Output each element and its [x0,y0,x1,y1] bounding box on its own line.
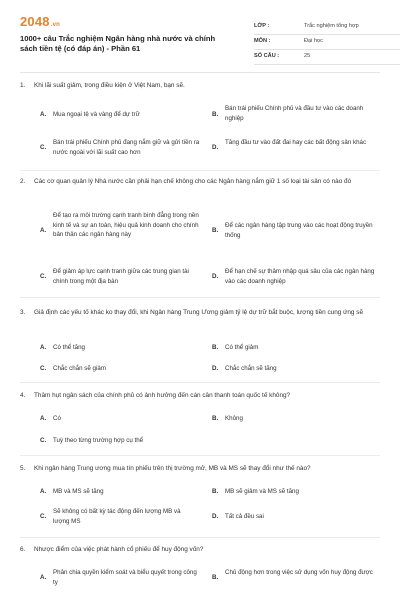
meta-key: LỚP : [254,23,270,29]
option-text: Tăng đầu tư vào đất đai hay các bất động sản khác [225,139,367,146]
meta-row-subject [254,35,400,50]
header-divider [20,72,380,73]
question-number: 1. [20,82,26,89]
question-number: 4. [20,392,26,399]
question-number: 6. [20,546,26,553]
option-key: A. [40,415,47,422]
site-logo[interactable] [20,14,60,29]
option-key: C. [40,365,47,372]
meta-value: Đại học [304,38,323,44]
option-key: A. [40,344,47,351]
option-key: A. [40,574,47,581]
option-key: D. [212,513,219,520]
option-text: Bán trái phiếu Chính phủ đang nắm giữ và gửi tiền ra nước ngoài với lãi suất cao hơn [53,139,200,156]
document-title: 1000+ câu Trắc nghiệm Ngân hàng nhà nước và chính sách tiền tệ (có đáp án) - Phần 61 [20,34,216,53]
question-divider [20,170,380,171]
option-text: Có thể tăng [53,344,85,351]
question-divider [20,455,380,456]
question-divider [20,537,380,538]
option-text: Mua ngoại tệ và vàng để dự trữ [53,111,140,118]
option-text: Chắc chắn sẽ tăng [225,365,277,372]
option-key: B. [212,415,219,422]
option-key: D. [212,273,219,280]
question-divider [20,382,380,383]
option-text: MB và MS sẽ tăng [53,488,104,495]
option-key: C. [40,144,47,151]
option-text: Chủ động hơn trong việc sử dụng vốn huy động được [225,569,373,576]
option-key: B. [212,488,219,495]
meta-key: MÔN : [254,38,271,44]
meta-value: 25 [304,53,311,59]
question-text: Các cơ quan quản lý Nhà nước cần phải hạn chế không cho các Ngân hàng nắm giữ 1 số loại tài sản có nào đó [34,178,352,185]
option-text: Không [225,415,243,422]
option-key: C. [40,437,47,444]
question-text: Khi lãi suất giảm, trong điều kiện ở Việt Nam, bạn sẽ. [34,82,185,89]
option-key: B. [212,574,219,581]
option-key: A. [40,488,47,495]
question-divider [20,297,380,298]
question-text: Khi ngân hàng Trung ương mua tín phiếu trên thị trường mở, MB và MS sẽ thay đổi như thế nào? [34,465,311,472]
option-key: A. [40,111,47,118]
meta-value: Trắc nghiệm tổng hợp [304,23,359,29]
option-text: Để tạo ra môi trường cạnh tranh bình đẳng trong nền kinh tế và sự an toàn, hiệu quả kinh doanh cho chính bản thân các ngân hàng này [53,212,199,239]
question-number: 5. [20,465,26,472]
meta-row-class [254,20,400,35]
option-text: MB sẽ giảm và MS sẽ tăng [225,488,299,495]
logo-suffix: .vn [50,22,61,28]
option-text: Có thể giảm [225,344,259,351]
option-key: D. [212,144,219,151]
option-text: Để các ngân hàng tập trung vào các hoạt động truyền thống [225,222,373,239]
option-key: B. [212,111,219,118]
question-number: 3. [20,309,26,316]
option-key: C. [40,513,47,520]
option-text: Để hạn chế sự thâm nhập quá sâu của các ngân hàng vào các doanh nghiệp [225,268,375,285]
option-key: B. [212,227,219,234]
option-text: Có [53,415,61,422]
meta-key: SỐ CÂU : [254,53,280,59]
header [20,10,380,66]
option-key: C. [40,273,47,280]
option-key: A. [40,227,47,234]
option-text: Bán trái phiếu Chính phủ và đầu tư vào các doanh nghiệp [225,105,364,122]
option-text: Sẽ không có bất kỳ tác động đến lượng MB và lượng MS [53,508,181,525]
option-key: D. [212,365,219,372]
question-text: Giả định các yếu tố khác ko thay đổi, khi Ngân hàng Trung Ương giảm tỷ lệ dự trữ bắt buộc, lượng tiền cung ứng sẽ [34,309,364,316]
option-text: Phân chia quyền kiểm soát và biểu quyết trong công ty [53,569,197,586]
question-number: 2. [20,178,26,185]
option-text: Tất cả đều sai [225,513,264,520]
option-key: B. [212,344,219,351]
option-text: Để giảm áp lực cạnh tranh giữa các trung gian tài chính trong một địa bàn [53,268,189,285]
logo-text: 2048 [20,14,50,29]
option-text: Tuỳ theo từng trường hợp cụ thể [53,437,144,444]
question-text: Nhược điểm của việc phát hành cổ phiếu để huy động vốn? [34,546,204,553]
option-text: Chắc chắn sẽ giảm [53,365,106,372]
question-text: Thâm hụt ngân sách của chính phủ có ảnh hưởng đến cán cân thanh toán quốc tế không? [34,392,291,399]
meta-table [254,20,400,65]
meta-row-count [254,50,400,65]
